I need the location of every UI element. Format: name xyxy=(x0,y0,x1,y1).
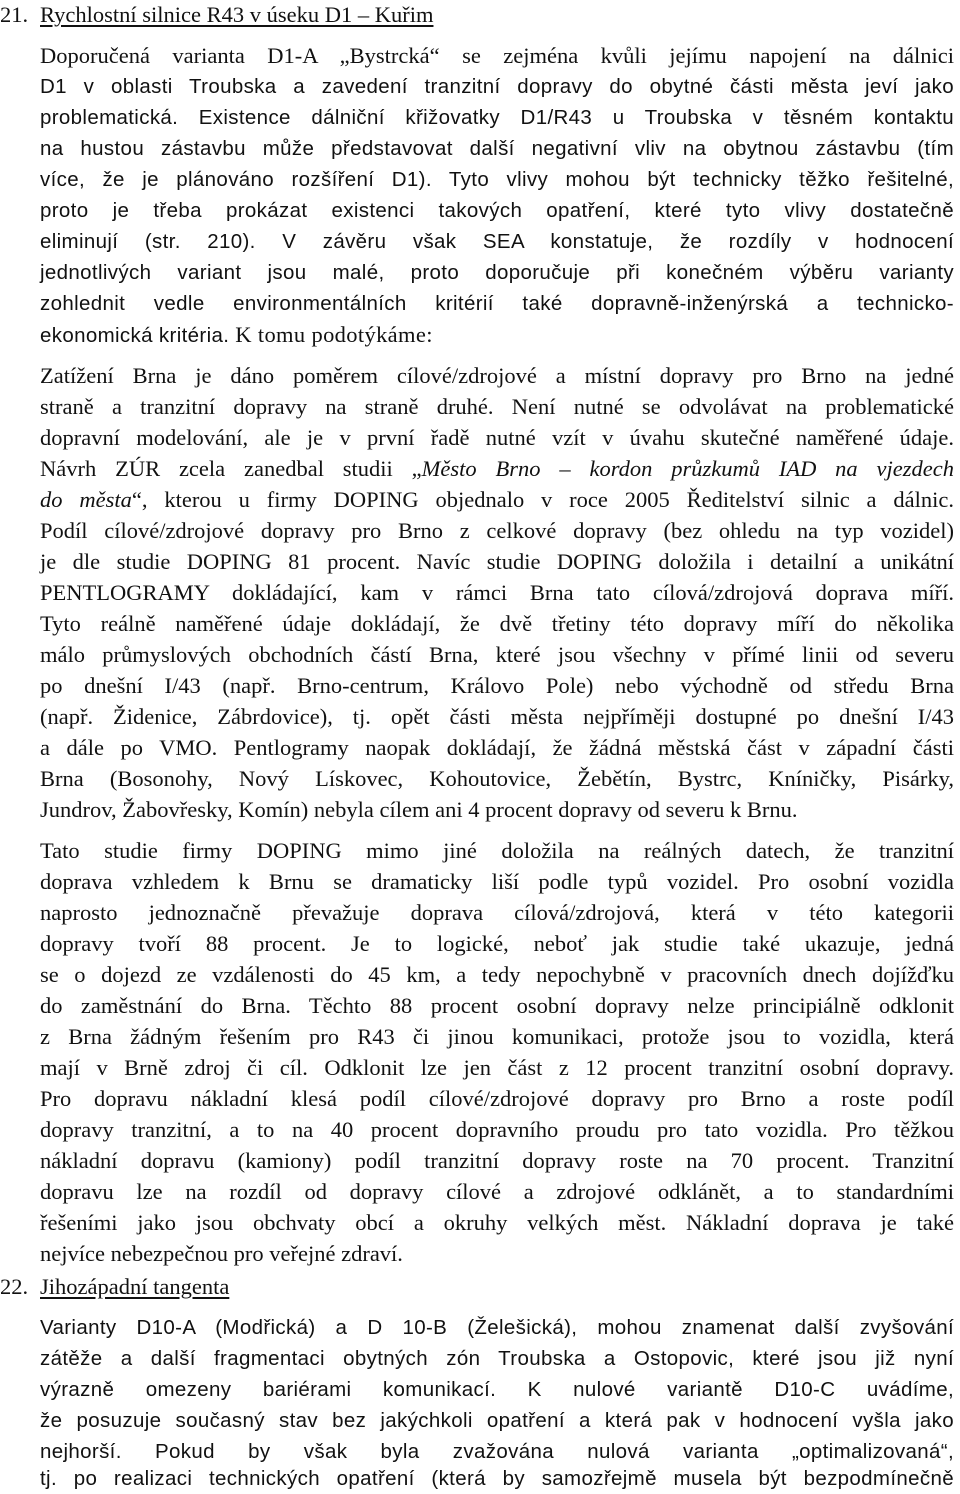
text-line: PENTLOGRAMY dokládající, kam v rámci Brna tato cílová/zdrojová doprava míří. xyxy=(40,580,954,605)
text-line: více, že je plánováno rozšíření D1). Tyto vlivy mohou být technicky těžko řešitelné, xyxy=(40,168,954,191)
section-22-heading xyxy=(0,1272,229,1302)
text-line: z Brna žádným řešením pro R43 či jinou komunikaci, protože jsou to vozidla, která xyxy=(40,1024,954,1049)
text-line: a dále po VMO. Pentlogramy naopak dokládají, že žádná městská část v západní části xyxy=(40,735,954,760)
text-line: jednotlivých variant jsou malé, proto doporučuje při konečném výběru varianty xyxy=(40,261,954,284)
text-line: Zatížení Brna je dáno poměrem cílové/zdrojové a místní dopravy pro Brno na jedné xyxy=(40,363,954,388)
text-line: řešeními jako jsou obchvaty obcí a okruhy velkých měst. Nákladní doprava je také xyxy=(40,1210,954,1235)
text-line: Doporučená varianta D1-A „Bystrcká“ se zejména kvůli jejímu napojení na dálnici xyxy=(40,43,954,68)
section-21-heading xyxy=(0,0,433,30)
text-line: do zaměstnání do Brna. Těchto 88 procent osobní dopravy nelze principiálně odklonit xyxy=(40,993,954,1018)
text-line: Pro dopravu nákladní klesá podíl cílové/zdrojové dopravy pro Brno a roste podíl xyxy=(40,1086,954,1111)
text-run: Návrh ZÚR zcela zanedbal studii „ xyxy=(40,456,422,481)
text-line: dopravu lze na rozdíl od dopravy cílové a zdrojové odklánět, a to standardními xyxy=(40,1179,954,1204)
text-line: dopravy tranzitní, a to na 40 procent dopravního proudu pro tato vozidla. Pro těžkou xyxy=(40,1117,954,1142)
text-line: Tato studie firmy DOPING mimo jiné doložila na reálných datech, že tranzitní xyxy=(40,838,954,863)
text-line: (např. Židenice, Zábrdovice), tj. opět části města nejpříměji dostupné po dnešní I/43 xyxy=(40,704,954,729)
text-line: eliminují (str. 210). V závěru však SEA konstatuje, že rozdíly v hodnocení xyxy=(40,230,954,253)
text-line: zohlednit vedle environmentálních kritérií také dopravně-inženýrská a technicko- xyxy=(40,292,954,315)
text-line: D1 v oblasti Troubska a zavedení tranzitní dopravy do obytné části města jeví jako xyxy=(40,75,954,98)
section-number: 22. xyxy=(0,1274,29,1299)
text-line: Varianty D10-A (Modřická) a D 10-B (Želešická), mohou znamenat další zvyšování xyxy=(40,1316,954,1339)
text-line: výrazně omezeny bariérami komunikací. K nulové variantě D10-C uvádíme, xyxy=(40,1378,954,1401)
text-line: tj. po realizaci technických opatření (která by samozřejmě musela být bezpodmínečně xyxy=(40,1467,954,1490)
text-run: ekonomická kritéria. xyxy=(40,324,230,347)
text-line xyxy=(40,320,954,351)
text-line: mají v Brně zdroj či cíl. Odklonit lze jen část z 12 procent tranzitní osobní dopravy. xyxy=(40,1055,954,1080)
text-line: naprosto jednoznačně převažuje doprava cílová/zdrojová, která v této kategorii xyxy=(40,900,954,925)
text-run: “, kterou u firmy DOPING objednalo v roce 2005 Ředitelství silnic a dálnic. xyxy=(131,487,954,512)
text-line: málo průmyslových obchodních částí Brna, které jsou všechny v přímé linii od severu xyxy=(40,642,954,667)
study-title: do města xyxy=(40,487,132,512)
section-title: Jihozápadní tangenta xyxy=(40,1274,230,1299)
text-line xyxy=(40,454,954,484)
text-line: problematická. Existence dálniční křižovatky D1/R43 u Troubska v těsném kontaktu xyxy=(40,106,954,129)
section-title: Rychlostní silnice R43 v úseku D1 – Kuřim xyxy=(40,2,434,27)
text-line: že posuzuje současný stav bez jakýchkoli opatření a která pak v hodnocení vyšla jako xyxy=(40,1409,954,1432)
text-line: je dle studie DOPING 81 procent. Navíc studie DOPING doložila i detailní a unikátní xyxy=(40,549,954,574)
text-line: dopravy tvoří 88 procent. Je to logické, neboť jak studie také ukazuje, jedná xyxy=(40,931,954,956)
text-line: nejvíce nebezpečnou pro veřejné zdraví. xyxy=(40,1241,403,1266)
text-line: straně a tranzitní dopravy na straně druhé. Není nutné se odvolávat na problematické xyxy=(40,394,954,419)
text-line: Brna (Bosonohy, Nový Lískovec, Kohoutovice, Žebětín, Bystrc, Kníničky, Pisárky, xyxy=(40,766,954,791)
text-line: se o dojezd ze vzdálenosti do 45 km, a tedy nepochybně v pracovních dnech dojížďku xyxy=(40,962,954,987)
text-line xyxy=(40,485,954,515)
text-line: nejhorší. Pokud by však byla zvažována nulová varianta „optimalizovaná“, xyxy=(40,1440,954,1463)
text-line: dopravní modelování, ale je v první řadě nutné vzít v úvahu skutečné naměřené údaje. xyxy=(40,425,954,450)
text-line: zátěže a další fragmentaci obytných zón Troubska a Ostopovic, které jsou již nyní xyxy=(40,1347,954,1370)
text-line: Tyto reálně naměřené údaje dokládají, že dvě třetiny této dopravy míří do několika xyxy=(40,611,954,636)
text-line: po dnešní I/43 (např. Brno-centrum, Královo Pole) nebo východně od středu Brna xyxy=(40,673,954,698)
text-line: Jundrov, Žabovřesky, Komín) nebyla cílem ani 4 procent dopravy od severu k Brnu. xyxy=(40,797,798,822)
section-number: 21. xyxy=(0,2,29,27)
text-run: K tomu podotýkáme: xyxy=(229,322,433,347)
study-title: Město Brno – kordon průzkumů IAD na vjezdech xyxy=(421,456,954,481)
text-line: doprava vzhledem k Brnu se dramaticky liší podle typů vozidel. Pro osobní vozidla xyxy=(40,869,954,894)
text-line: na hustou zástavbu může představovat další negativní vliv na obytnou zástavbu (tím xyxy=(40,137,954,160)
text-line: proto je třeba prokázat existenci takových opatření, které tyto vlivy dostatečně xyxy=(40,199,954,222)
text-line: nákladní dopravu (kamiony) podíl tranzitní dopravy roste na 70 procent. Tranzitní xyxy=(40,1148,954,1173)
text-line: Podíl cílové/zdrojové dopravy pro Brno z celkové dopravy (bez ohledu na typ vozidel) xyxy=(40,518,954,543)
